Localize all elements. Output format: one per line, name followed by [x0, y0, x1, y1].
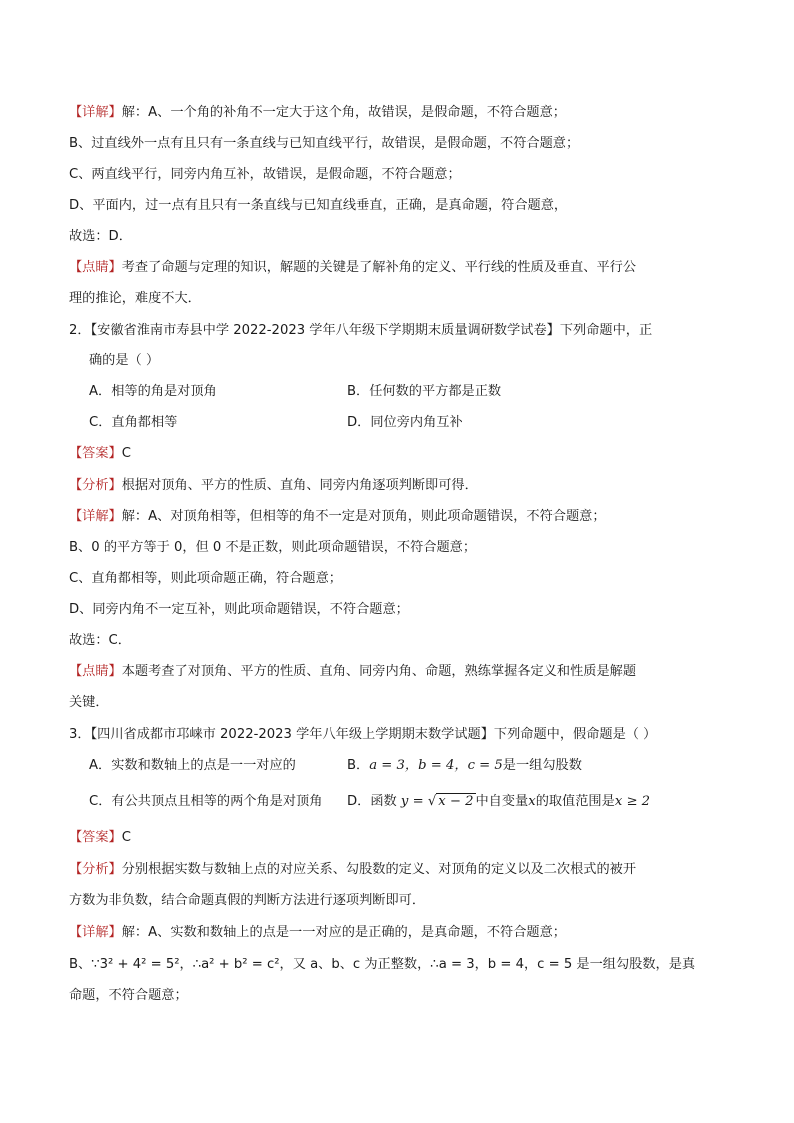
question-3-option-b: B．a = 3，b = 4，c = 5是一组勾股数 — [347, 758, 582, 773]
question-3-answer: 【答案】C — [69, 830, 131, 845]
detail-line-c: C、两直线平行，同旁内角互补，故错误，是假命题，不符合题意； — [69, 167, 461, 182]
detail-tag: 【详解】 — [69, 105, 122, 120]
question-2-option-d: D．同位旁内角互补 — [347, 415, 463, 430]
choice-line: 故选：D． — [69, 229, 132, 244]
question-3-detail-a: 【详解】解：A、实数和数轴上的点是一一对应的是正确的，是真命题，不符合题意； — [69, 925, 566, 940]
question-2-stem-1: 2．【安徽省淮南市寿县中学 2022-2023 学年八年级下学期期末质量调研数学试卷】下列命题中，正 — [69, 323, 653, 338]
question-2-answer: 【答案】C — [69, 446, 131, 461]
square-root-symbol: √ x − 2 — [427, 794, 474, 809]
question-2-detail-b: B、0 的平方等于 0，但 0 不是正数，则此项命题错误，不符合题意； — [69, 540, 477, 555]
question-2-option-c: C．直角都相等 — [89, 415, 178, 430]
comment-tag: 【点睛】 — [69, 260, 122, 275]
question-2-stem-2: 确的是（ ） — [89, 353, 160, 368]
question-3-detail-b-1: B、∵3² + 4² = 5²，∴a² + b² = c²，又 a、b、c 为正整数，∴a = 3，b = 4，c = 5 是一组勾股数，是真 — [69, 957, 696, 972]
question-2-comment-1: 【点睛】本题考查了对顶角、平方的性质、直角、同旁内角、命题，熟练掌握各定义和性质是解题 — [69, 664, 637, 679]
detail-line-b: B、过直线外一点有且只有一条直线与已知直线平行，故错误，是假命题，不符合题意； — [69, 136, 580, 151]
comment-line-1: 【点睛】考查了命题与定理的知识，解题的关键是了解补角的定义、平行线的性质及垂直、平行公 — [69, 260, 637, 275]
question-2-analysis: 【分析】根据对顶角、平方的性质、直角、同旁内角逐项判断即可得． — [69, 478, 478, 493]
question-3-option-a: A．实数和数轴上的点是一一对应的 — [89, 758, 296, 773]
question-2-detail-d: D、同旁内角不一定互补，则此项命题错误，不符合题意； — [69, 602, 409, 617]
question-2-choice: 故选：C． — [69, 633, 131, 648]
question-2-option-a: A．相等的角是对顶角 — [89, 384, 217, 399]
question-3-option-d: D．函数 y = √ x − 2 中自变量x的取值范围是x ≥ 2 — [347, 792, 650, 812]
comment-line-2: 理的推论，难度不大． — [69, 291, 201, 306]
question-3-stem: 3．【四川省成都市邛崃市 2022-2023 学年八年级上学期期末数学试题】下列命题中，假命题是（ ） — [69, 727, 657, 742]
question-2-option-b: B．任何数的平方都是正数 — [347, 384, 502, 399]
question-3-analysis-1: 【分析】分别根据实数与数轴上点的对应关系、勾股数的定义、对顶角的定义以及二次根式的被开 — [69, 862, 637, 877]
question-3-option-c: C．有公共顶点且相等的两个角是对顶角 — [89, 794, 323, 809]
detail-line-d: D、平面内，过一点有且只有一条直线与已知直线垂直，正确，是真命题，符合题意， — [69, 198, 568, 213]
question-3-detail-b-2: 命题，不符合题意； — [69, 988, 188, 1003]
question-2-detail-a: 【详解】解：A、对顶角相等，但相等的角不一定是对顶角，则此项命题错误，不符合题意； — [69, 509, 606, 524]
question-3-analysis-2: 方数为非负数，结合命题真假的判断方法进行逐项判断即可． — [69, 893, 426, 908]
question-2-detail-c: C、直角都相等，则此项命题正确，符合题意； — [69, 571, 342, 586]
question-2-comment-2: 关键． — [69, 695, 109, 710]
detail-line-a: 【详解】解：A、一个角的补角不一定大于这个角，故错误，是假命题，不符合题意； — [69, 105, 566, 120]
